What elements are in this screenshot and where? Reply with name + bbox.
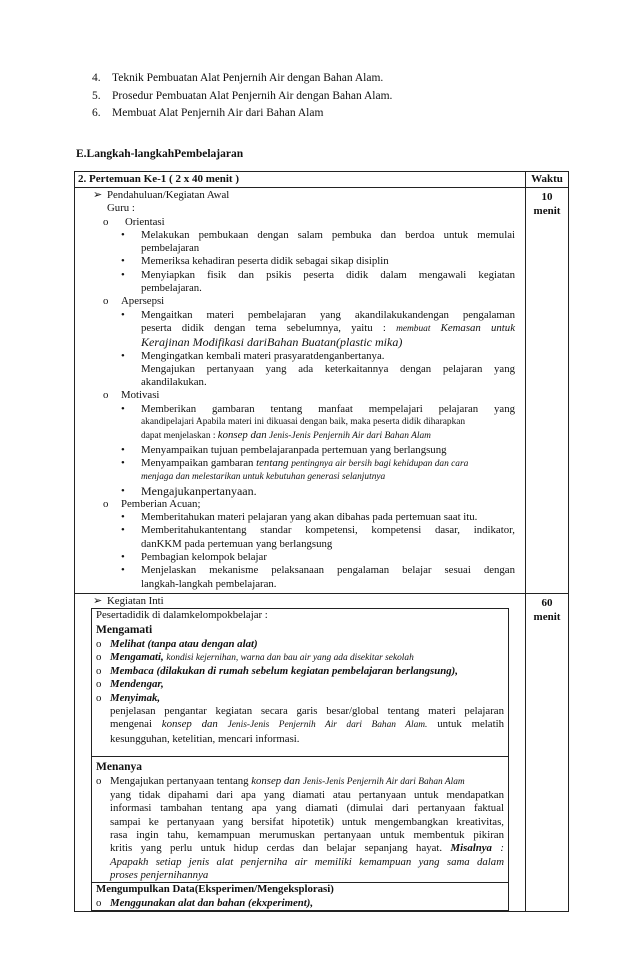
header-meeting: 2. Pertemuan Ke-1 ( 2 x 40 menit ) xyxy=(75,172,526,188)
mengumpulkan-data-row: Mengumpulkan Data(Eksperimen/Mengeksplorasi) o Menggunakan alat dan bahan (ekxperiment), xyxy=(92,883,509,911)
circle-bullet-icon: o xyxy=(96,678,102,691)
time-cell-pendahuluan: 10 menit xyxy=(526,188,569,594)
pendahuluan-cell: ➢ Pendahuluan/Kegiatan Awal Guru : o Orientasi • Melakukan pembukaan dengan salam pembuka dan berdoa untuk memulai pembelajaran • Memeriksa kehadiran peserta didik sebagai sikap disiplin • Menyiapkan fisik dan psikis peserta didik dalam mengawali kegiatan pembelajaran. o Apersepsi • Mengaitkan materi pembelajaran yang akandilakukandengan pengalaman peserta didik dengan tema sebelumnya, yaitu : membuat Kemasan untuk Kerajinan Modifikasi dariBahan Buatan(plastic mika) • Mengingatkan kembali materi prasyaratdenganbertanya. Mengajukan pertanyaan yang ada keterkaitannya dengan pelajaran yang akandilakukan. o Motivasi • Memberikan gambaran tentang manfaat mempelajari pelajaran yang akandipelajari Apabila materi ini dikuasai dengan baik, maka peserta didik diharapkan dapat menjelaskan : konsep dan Jenis-Jenis Penjernih Air dari Bahan Alam • Menyampaikan tujuan pembelajaranpada pertemuan yang berlangsung • Menyampaikan gambaran tentang pentingnya air bersih bagi kehidupan dan cara menjaga dan melestarikan untuk kebutuhan generasi selanjutnya • Mengajukanpertanyaan. o Pemberian Acuan; • Memberitahukan materi pelajaran yang akan dibahas pada pertemuan saat itu. • Memberitahukantentang standar kompetensi, kompetensi dasar, indikator, danKKM pada pertemuan yang berlangsung • Pembagian kelompok belajar • Menjelaskan mekanisme pelaksanaan pengalaman belajar sesuai dengan langkah-langkah pembelajaran. xyxy=(75,188,526,594)
dot-bullet-icon: • xyxy=(121,402,125,415)
mengamati-row: Pesertadidik di dalamkelompokbelajar : Mengamati o Melihat (tanpa atau dengan alat) o Mengamati, kondisi kejernihan, warna dan bau air yang ada disekitar sekolah o Membaca (dilakukan di rumah sebelum kegiatan pembelajaran berlangsung), o Mendengar, o Menyimak, penjelasan pengantar kegiatan secara garis besar/global tentang materi pelajaran mengenai konsep dan Jenis-Jenis Penjernih Air dari Bahan Alam. untuk melatih kesungguhan, ketelitian, mencari informasi. xyxy=(92,609,509,757)
circle-bullet-icon: o xyxy=(103,215,109,228)
table-row-kegiatan-inti xyxy=(75,593,569,911)
activity-inner-table xyxy=(91,608,509,911)
dot-bullet-icon: • xyxy=(121,456,125,469)
circle-bullet-icon: o xyxy=(96,650,102,663)
circle-bullet-icon: o xyxy=(103,295,109,308)
circle-bullet-icon: o xyxy=(96,665,102,678)
list-item: 4. Teknik Pembuatan Alat Penjernih Air dengan Bahan Alam. xyxy=(92,72,384,84)
material-list xyxy=(92,70,392,123)
circle-bullet-icon: o xyxy=(96,637,102,650)
arrow-bullet-icon: ➢ xyxy=(93,189,103,201)
circle-bullet-icon: o xyxy=(96,691,102,704)
list-item: 5. Prosedur Pembuatan Alat Penjernih Air dengan Bahan Alam. xyxy=(92,89,393,102)
time-cell-inti: 60 menit xyxy=(526,593,569,911)
table-header-row xyxy=(75,172,569,188)
header-time: Waktu xyxy=(526,172,569,188)
section-title: E.Langkah-langkahPembelajaran xyxy=(76,148,244,160)
circle-bullet-icon: o xyxy=(96,774,102,787)
dot-bullet-icon: • xyxy=(121,228,125,241)
kegiatan-inti-cell: ➢ Kegiatan Inti Pesertadidik di dalamkelompokbelajar : Mengamati o Melihat (tanpa atau dengan alat) o Mengamati, kondisi kejernihan, warna dan bau air yang ada disekitar sekolah o Membaca (dilakukan di rumah sebelum kegiatan pembelajaran berlangsung), o Mendengar, o Menyimak, penjelasan pengantar kegiatan secara garis besar/global tentang materi pelajaran mengenai konsep dan Jenis-Jenis Penjernih Air dari Bahan Alam. untuk melatih kesungguhan, ketelitian, mencari informasi. Menanya o Mengajukan pertanyaan tentang konsep dan Jenis-Jenis Penjernih Air dari Bahan Alam yang tidak dipahami dari apa yang diamati atau pertanyaan untuk mendapatkan informasi tambahan tentang apa yang diamati (dimulai dari pertanyaan faktual sampai ke pertanyaan yang bersifat hipotetik) untuk mengembangkan kreativitas, rasa ingin tahu, kemampuan merumuskan pertanyaan untuk membentuk pikiran kritis yang perlu untuk hidup cerdas dan belajar sepanjang hayat. Misalnya : Apapakh setiap jenis alat penjerniha air memiliki kemampuan yang sama dalam proses penjernihannya Mengumpulkan Data(Eksperimen/Mengeksplorasi) o Menggunakan alat dan bahan (ekxperiment), xyxy=(75,593,526,911)
circle-bullet-icon: o xyxy=(103,389,109,402)
dot-bullet-icon: • xyxy=(121,551,125,564)
dot-bullet-icon: • xyxy=(121,308,125,321)
dot-bullet-icon: • xyxy=(121,349,125,362)
dot-bullet-icon: • xyxy=(121,255,125,268)
dot-bullet-icon: • xyxy=(121,484,125,497)
dot-bullet-icon: • xyxy=(121,524,125,537)
arrow-bullet-icon: ➢ xyxy=(93,594,103,607)
circle-bullet-icon: o xyxy=(96,896,102,909)
table-row-pendahuluan xyxy=(75,188,569,594)
dot-bullet-icon: • xyxy=(121,511,125,524)
dot-bullet-icon: • xyxy=(121,564,125,577)
list-item: 6. Membuat Alat Penjernih Air dari Bahan Alam xyxy=(92,107,324,119)
dot-bullet-icon: • xyxy=(121,443,125,456)
menanya-row: Menanya o Mengajukan pertanyaan tentang konsep dan Jenis-Jenis Penjernih Air dari Bahan Alam yang tidak dipahami dari apa yang diamati atau pertanyaan untuk mendapatkan informasi tambahan tentang apa yang diamati (dimulai dari pertanyaan faktual sampai ke pertanyaan yang bersifat hipotetik) untuk mengembangkan kreativitas, rasa ingin tahu, kemampuan merumuskan pertanyaan untuk membentuk pikiran kritis yang perlu untuk hidup cerdas dan belajar sepanjang hayat. Misalnya : Apapakh setiap jenis alat penjerniha air memiliki kemampuan yang sama dalam proses penjernihannya xyxy=(92,756,509,882)
learning-steps-table xyxy=(74,171,569,912)
circle-bullet-icon: o xyxy=(103,497,109,510)
dot-bullet-icon: • xyxy=(121,268,125,281)
